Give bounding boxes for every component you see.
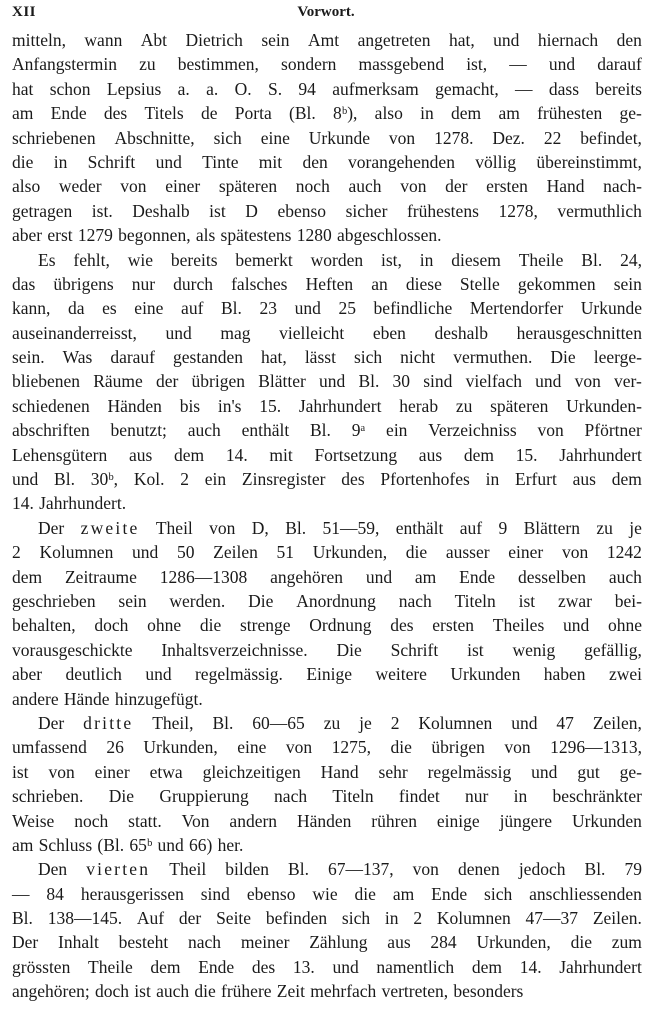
text-line: sein. Was darauf gestanden hat, lässt sich nicht vermuthen. Die leerge- bbox=[12, 347, 642, 368]
text-line: umfassend 26 Urkunden, eine von 1275, die übrigen von 1296—1313, bbox=[12, 737, 642, 758]
text-line: abschriften benutzt; auch enthält Bl. 9ᵃ ein Verzeichniss von Pförtner bbox=[12, 420, 642, 441]
text-line: schiedenen Händen bis in's 15. Jahrhundert herab zu späteren Urkunden- bbox=[12, 395, 642, 416]
text-line: angehören; doch ist auch die frühere Zeit mehrfach vertreten, besonders bbox=[12, 981, 524, 1002]
paragraph bbox=[12, 711, 642, 857]
text-line: bliebenen Räume der übrigen Blätter und Bl. 30 sind vielfach und von ver- bbox=[12, 371, 642, 392]
text-line: auseinanderreisst, und mag vielleicht eben deshalb herausgeschnitten bbox=[12, 322, 642, 343]
paragraph bbox=[12, 857, 642, 1003]
text-line: Lehensgütern aus dem 14. mit Fortsetzung aus dem 15. Jahrhundert bbox=[12, 444, 642, 465]
running-head bbox=[12, 4, 640, 26]
text-line: Der dritte Theil, Bl. 60—65 zu je 2 Kolumnen und 47 Zeilen, bbox=[38, 712, 642, 733]
text-line: getragen ist. Deshalb ist D ebenso sicher frühestens 1278, vermuthlich bbox=[12, 200, 642, 221]
text-line: vorausgeschickte Inhaltsverzeichnisse. Die Schrift ist wenig gefällig, bbox=[12, 639, 642, 660]
text-line: das übrigens nur durch falsches Heften an diese Stelle gekommen sein bbox=[12, 273, 642, 294]
text-line: aber deutlich und regelmässig. Einige weitere Urkunden haben zwei bbox=[12, 664, 642, 685]
text-line: am Ende des Titels de Porta (Bl. 8ᵇ), also in dem am frühesten ge- bbox=[12, 103, 642, 124]
text-line: Es fehlt, wie bereits bemerkt worden ist, in diesem Theile Bl. 24, bbox=[38, 249, 642, 270]
text-line: 14. Jahrhundert. bbox=[12, 493, 127, 514]
text-line: Weise noch statt. Von andern Händen rühren einige jüngere Urkunden bbox=[12, 810, 642, 831]
paragraph bbox=[12, 28, 642, 248]
text-line: Bl. 138—145. Auf der Seite befinden sich in 2 Kolumnen 47—37 Zeilen. bbox=[12, 908, 642, 929]
page-number: XII bbox=[12, 4, 37, 20]
text-line: schrieben. Die Gruppierung nach Titeln findet nur in beschränkter bbox=[12, 786, 642, 807]
text-line: grössten Theile dem Ende des 13. und namentlich dem 14. Jahrhundert bbox=[12, 956, 642, 977]
text-line: dem Zeitraume 1286—1308 angehören und am Ende desselben auch bbox=[12, 566, 642, 587]
text-line: schriebenen Abschnitte, sich eine Urkunde von 1278. Dez. 22 befindet, bbox=[12, 127, 642, 148]
body-text bbox=[12, 28, 642, 1004]
text-line: am Schluss (Bl. 65ᵇ und 66) her. bbox=[12, 834, 244, 855]
text-line: und Bl. 30ᵇ, Kol. 2 ein Zinsregister des Pfortenhofes in Erfurt aus dem bbox=[12, 469, 642, 490]
paragraph bbox=[12, 516, 642, 711]
text-line: mitteln, wann Abt Dietrich sein Amt angetreten hat, und hiernach den bbox=[12, 30, 642, 50]
text-line: kann, da es eine auf Bl. 23 und 25 befindliche Mertendorfer Urkunde bbox=[12, 298, 642, 319]
text-line: Den vierten Theil bilden Bl. 67—137, von denen jedoch Bl. 79 bbox=[38, 859, 642, 880]
paragraph bbox=[12, 248, 642, 516]
text-line: aber erst 1279 begonnen, als spätestens 1280 abgeschlossen. bbox=[12, 225, 442, 246]
header-title: Vorwort. bbox=[297, 4, 355, 20]
text-line: hat schon Lepsius a. a. O. S. 94 aufmerksam gemacht, — dass bereits bbox=[12, 78, 642, 99]
text-line: die in Schrift und Tinte mit den vorangehenden völlig übereinstimmt, bbox=[12, 151, 642, 172]
text-line: 2 Kolumnen und 50 Zeilen 51 Urkunden, die ausser einer von 1242 bbox=[12, 542, 642, 563]
text-line: also weder von einer späteren noch auch von der ersten Hand nach- bbox=[12, 176, 642, 197]
text-line: ist von einer etwa gleichzeitigen Hand sehr regelmässig und gut ge- bbox=[12, 761, 642, 782]
text-line: behalten, doch ohne die strenge Ordnung des ersten Theiles und ohne bbox=[12, 615, 642, 636]
text-line: Der Inhalt besteht nach meiner Zählung aus 284 Urkunden, die zum bbox=[12, 932, 642, 953]
text-line: Der zweite Theil von D, Bl. 51—59, enthält auf 9 Blättern zu je bbox=[38, 517, 642, 538]
text-line: — 84 herausgerissen sind ebenso wie die am Ende sich anschliessenden bbox=[12, 883, 642, 904]
text-line: andere Hände hinzugefügt. bbox=[12, 688, 203, 709]
text-line: Anfangstermin zu bestimmen, sondern massgebend ist, — und darauf bbox=[12, 54, 642, 75]
text-line: geschrieben sein werden. Die Anordnung nach Titeln ist zwar bei- bbox=[12, 590, 642, 611]
